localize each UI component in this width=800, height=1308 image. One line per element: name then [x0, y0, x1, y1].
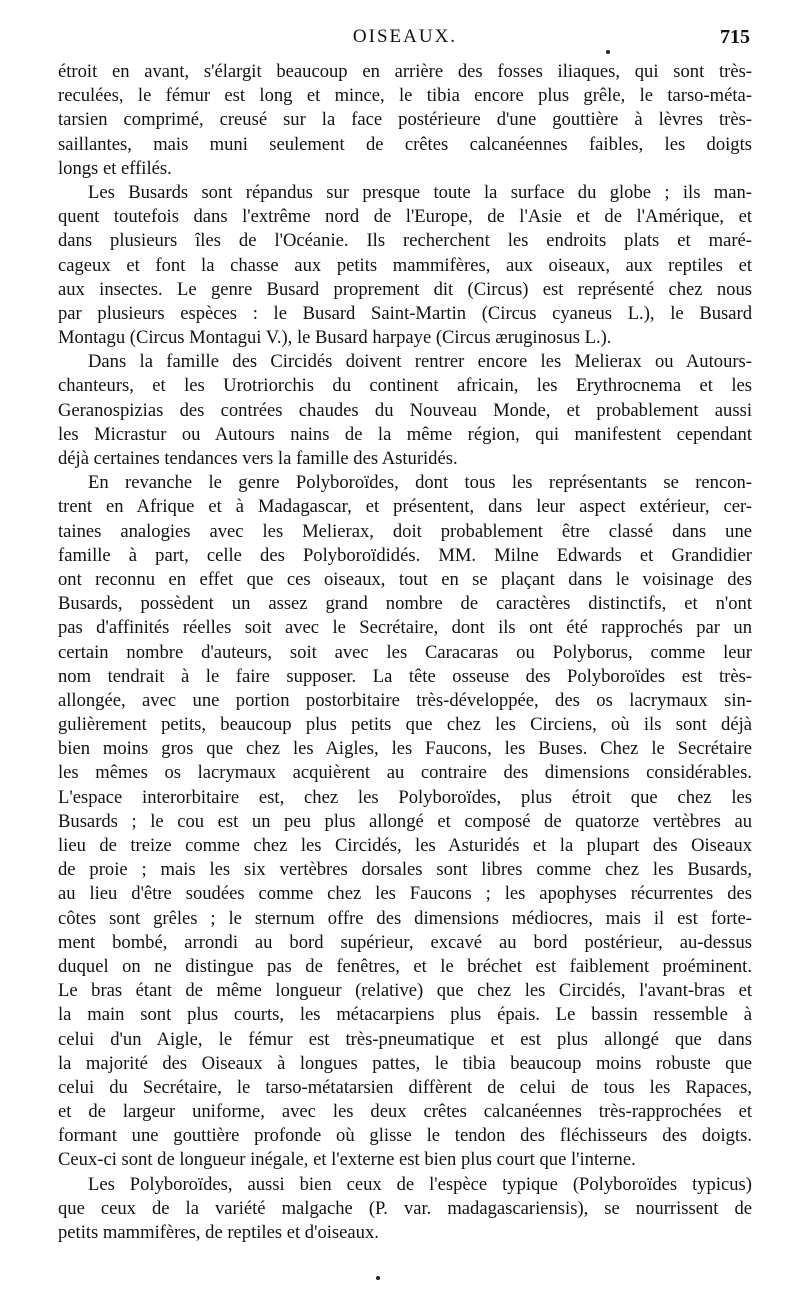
text-line: cageux et font la chasse aux petits mammifères, aux oiseaux, aux reptiles et	[58, 254, 752, 276]
print-speck	[606, 50, 610, 54]
text-line: certain nombre d'auteurs, soit avec les Caracaras ou Polyborus, comme leur	[58, 641, 752, 663]
text-line: allongée, avec une portion postorbitaire très-développée, des os lacrymaux sin-	[58, 689, 752, 711]
text-line: lieu de treize comme chez les Circidés, les Asturidés et la plupart des Oiseaux	[58, 835, 752, 856]
text-line: celui d'un Aigle, le fémur est très-pneumatique et est plus allongé que dans	[58, 1028, 752, 1050]
text-line: reculées, le fémur est long et mince, le tibia encore plus grêle, le tarso-méta-	[58, 85, 752, 107]
text-line: Dans la famille des Circidés doivent rentrer encore les Melierax ou Autours-	[88, 351, 752, 373]
text-line: les mêmes os lacrymaux acquièrent au contraire des dimensions considérables.	[58, 762, 752, 784]
text-line: Les Polyboroïdes, aussi bien ceux de l'espèce typique (Polyboroïdes typicus)	[88, 1173, 752, 1195]
text-line: famille à part, celle des Polyboroïdidés. MM. Milne Edwards et Grandidier	[58, 544, 752, 566]
text-line: longs et effilés.	[58, 157, 172, 179]
text-line: ont reconnu en effet que ces oiseaux, tout en se plaçant dans le voisinage des	[58, 568, 752, 590]
text-line: la main sont plus courts, les métacarpiens plus épais. Le bassin ressemble à	[58, 1004, 752, 1026]
text-line: taines analogies avec les Melierax, doit probablement être classé dans une	[58, 520, 752, 542]
text-line: Le bras étant de même longueur (relative) que chez les Circidés, l'avant-bras et	[58, 980, 752, 1002]
running-title: OISEAUX.	[352, 26, 458, 47]
text-line: Busards ; le cou est un peu plus allongé et composé de quatorze vertèbres au	[58, 810, 752, 832]
text-line: dans plusieurs îles de l'Océanie. Ils recherchent les endroits plats et maré-	[58, 230, 752, 252]
text-line: nom tendrait à le faire supposer. La tête osseuse des Polyboroïdes est très-	[58, 665, 752, 687]
text-line: par plusieurs espèces : le Busard Saint-Martin (Circus cyaneus L.), le Busard	[58, 302, 752, 324]
text-line: petits mammifères, de reptiles et d'oiseaux.	[58, 1222, 379, 1243]
text-line: les Micrastur ou Autours nains de la même région, qui manifestent cependant	[58, 423, 752, 445]
text-line: ment bombé, arrondi au bord supérieur, excavé au bord postérieur, au-dessus	[58, 931, 752, 953]
text-line: chanteurs, et les Urotriorchis du continent africain, les Erythrocnema et les	[58, 375, 752, 397]
text-line: Ceux-ci sont de longueur inégale, et l'externe est bien plus court que l'interne.	[58, 1149, 636, 1171]
text-line: duquel on ne distingue pas de fenêtres, et le bréchet est faiblement proéminent.	[58, 955, 752, 977]
text-line: celui du Secrétaire, le tarso-métatarsien diffèrent de celui de tous les Rapaces,	[58, 1076, 752, 1098]
text-line: déjà certaines tendances vers la famille des Asturidés.	[58, 448, 458, 469]
text-line: étroit en avant, s'élargit beaucoup en arrière des fosses iliaques, qui sont très-	[58, 61, 752, 82]
body-text	[58, 60, 752, 1245]
text-line: gulièrement petits, beaucoup plus petits que chez les Circiens, où ils sont déjà	[58, 714, 752, 736]
text-line: de proie ; mais les six vertèbres dorsales sont libres comme chez les Busards,	[58, 859, 752, 881]
text-line: tarsien comprimé, creusé sur la face postérieure d'une gouttière à lèvres très-	[58, 109, 752, 131]
text-line: L'espace interorbitaire est, chez les Polyboroïdes, plus étroit que chez les	[58, 786, 752, 808]
text-line: Les Busards sont répandus sur presque toute la surface du globe ; ils man-	[88, 181, 752, 203]
text-line: En revanche le genre Polyboroïdes, dont tous les représentants se rencon-	[88, 472, 752, 494]
text-line: Geranospizias des contrées chaudes du Nouveau Monde, et probablement aussi	[58, 399, 752, 421]
running-head	[60, 26, 750, 56]
text-line: saillantes, mais muni seulement de crêtes calcanéennes faibles, les doigts	[58, 133, 752, 155]
text-line: et de largeur uniforme, avec les deux crêtes calcanéennes très-rapprochées et	[58, 1101, 752, 1123]
text-line: côtes sont grêles ; le sternum offre des dimensions médiocres, mais il est forte-	[58, 907, 752, 929]
text-line: la majorité des Oiseaux à longues pattes, le tibia beaucoup moins robuste que	[58, 1052, 752, 1074]
text-line: bien moins gros que chez les Aigles, les Faucons, les Buses. Chez le Secrétaire	[58, 738, 752, 760]
text-line: trent en Afrique et à Madagascar, et présentent, dans leur aspect extérieur, cer-	[58, 496, 752, 518]
text-line: Busards, possèdent un assez grand nombre de caractères distinctifs, et n'ont	[58, 593, 752, 615]
text-line: pas d'affinités réelles soit avec le Secrétaire, dont ils ont été rapprochés par un	[58, 617, 752, 639]
text-line: au lieu d'être soudées comme chez les Faucons ; les apophyses récurrentes des	[58, 883, 752, 905]
text-line: quent toutefois dans l'extrême nord de l'Europe, de l'Asie et de l'Amérique, et	[58, 206, 752, 228]
text-line: Montagu (Circus Montagui V.), le Busard harpaye (Circus æruginosus L.).	[58, 327, 612, 349]
text-line: que ceux de la variété malgache (P. var. madagascariensis), se nourrissent de	[58, 1197, 752, 1219]
text-line: aux insectes. Le genre Busard proprement dit (Circus) est représenté chez nous	[58, 278, 752, 300]
page-number: 715	[720, 26, 750, 48]
print-speck	[376, 1276, 380, 1280]
text-line: formant une gouttière profonde où glisse le tendon des fléchisseurs des doigts.	[58, 1125, 752, 1147]
